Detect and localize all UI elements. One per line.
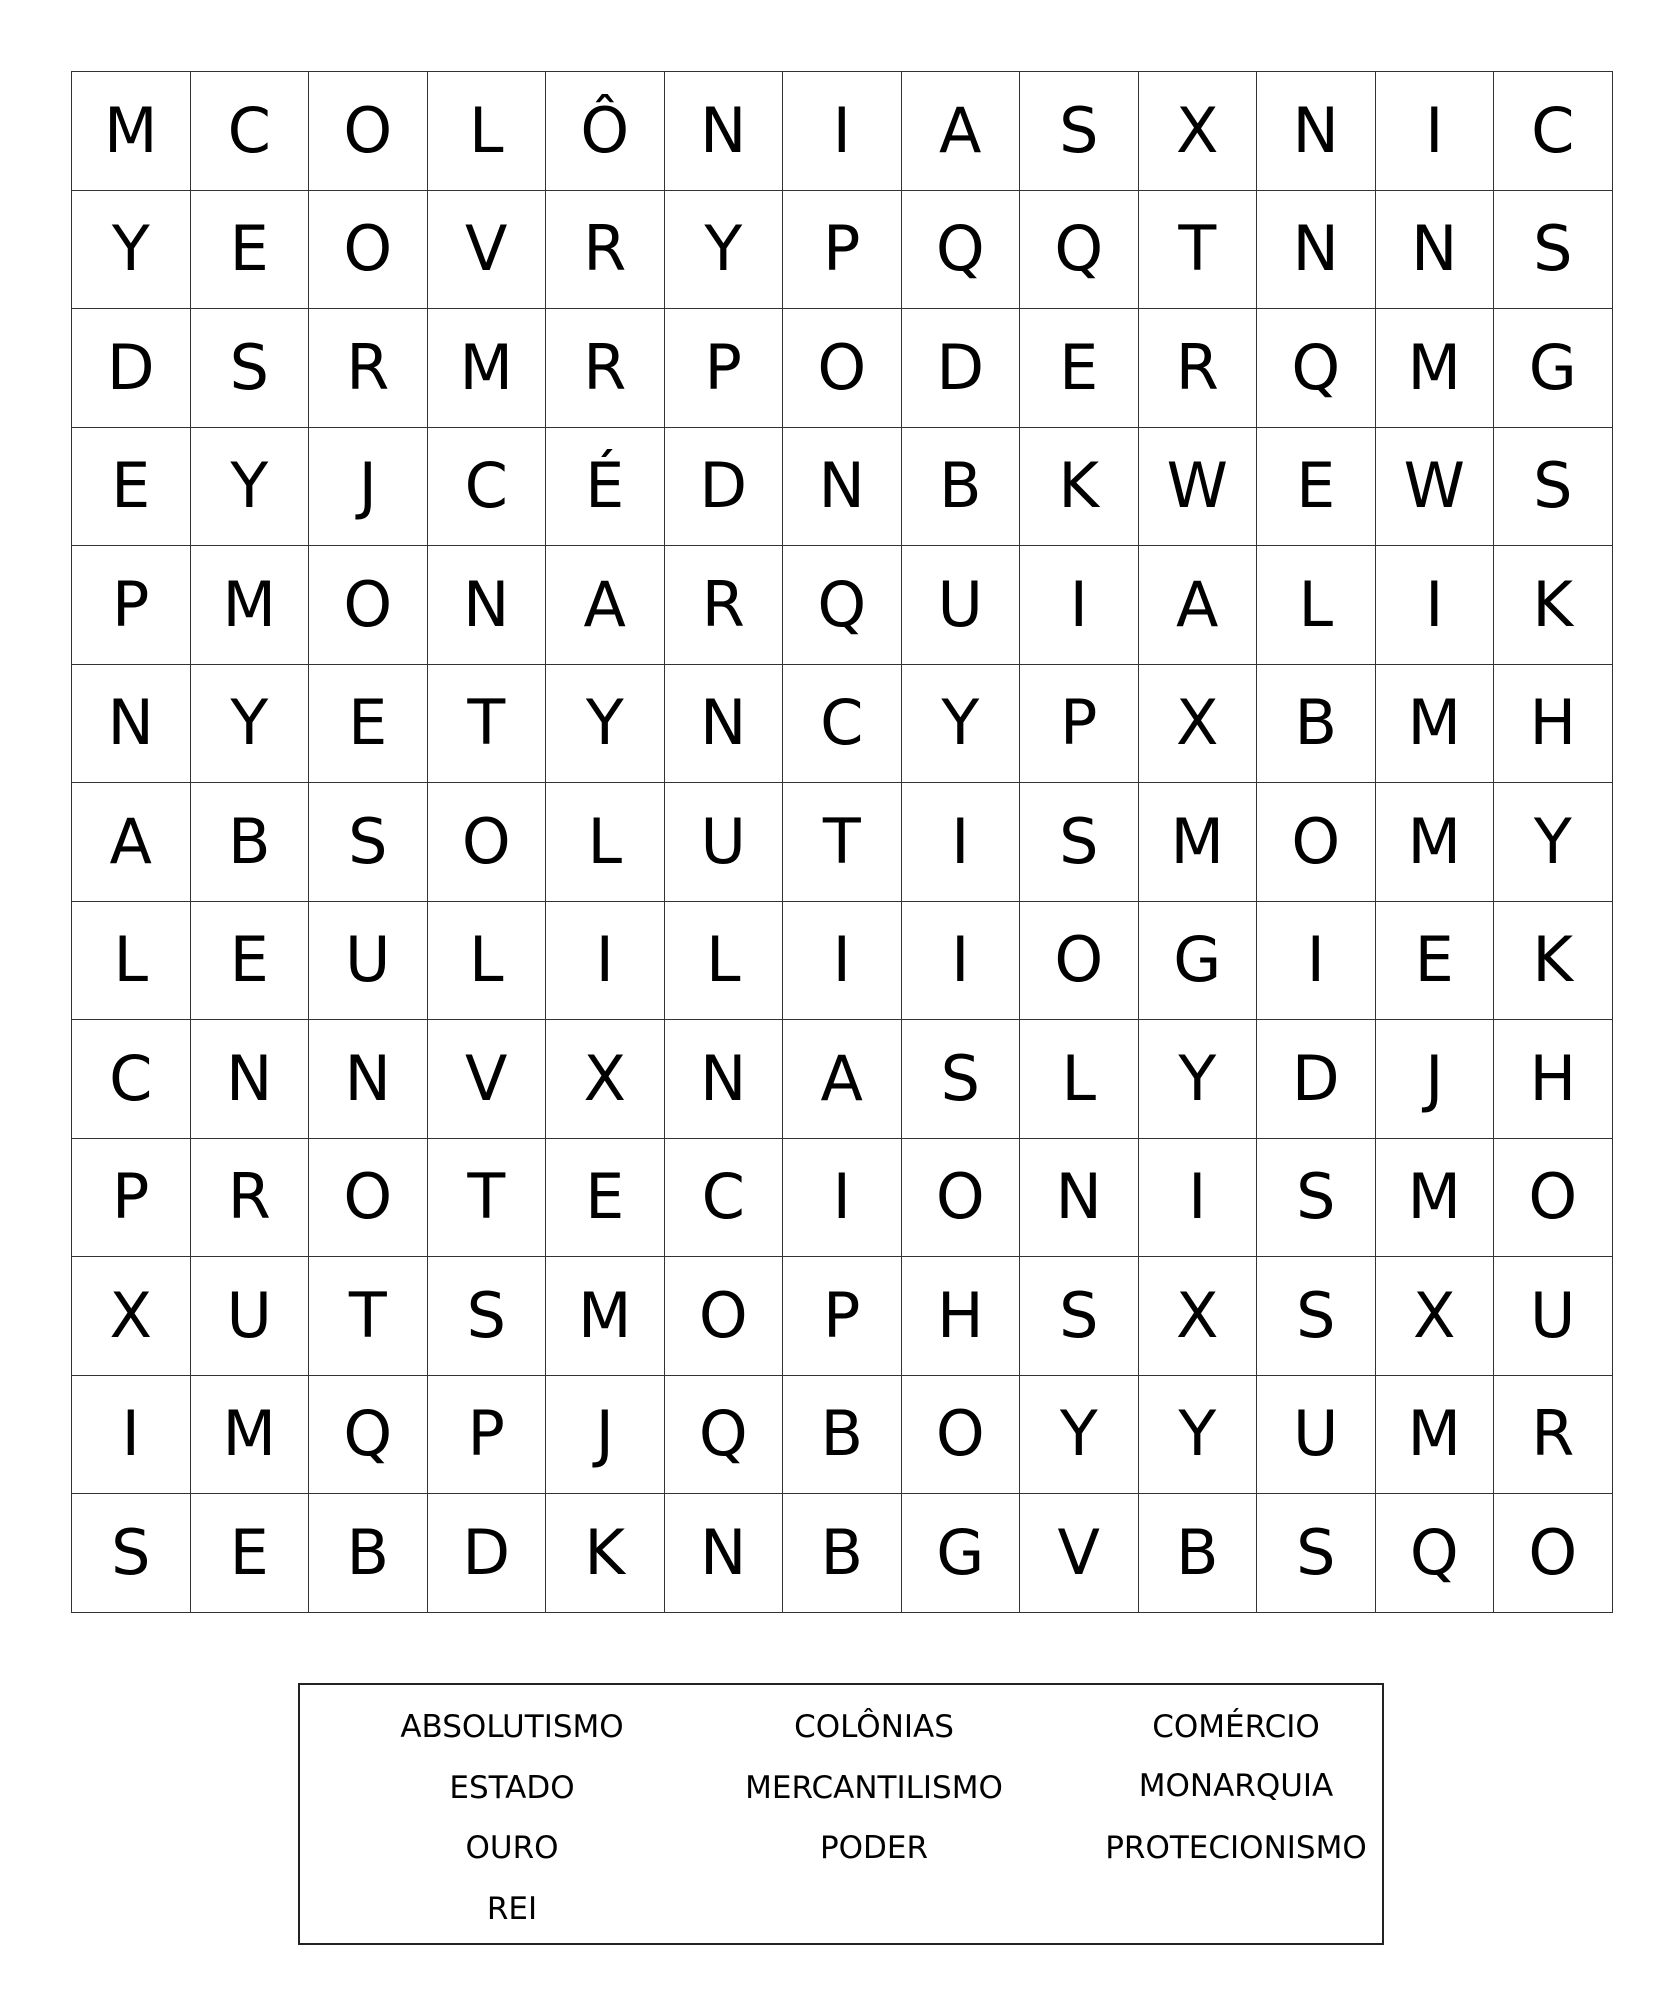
grid-cell[interactable]: É	[546, 428, 665, 547]
grid-cell[interactable]: I	[1020, 546, 1139, 665]
grid-cell[interactable]: C	[665, 1139, 784, 1258]
grid-cell[interactable]: N	[1257, 191, 1376, 310]
grid-cell[interactable]: B	[902, 428, 1021, 547]
grid-cell[interactable]: O	[783, 309, 902, 428]
grid-cell[interactable]: L	[1020, 1020, 1139, 1139]
word-list-item: MERCANTILISMO	[745, 1770, 1003, 1806]
grid-cell[interactable]: T	[428, 665, 547, 784]
word-list-item: MONARQUIA	[1138, 1768, 1334, 1804]
grid-cell[interactable]: Y	[191, 428, 310, 547]
grid-cell[interactable]: Q	[309, 1376, 428, 1495]
grid-cell[interactable]: I	[902, 783, 1021, 902]
grid-cell[interactable]: I	[1257, 902, 1376, 1021]
grid-cell[interactable]: P	[1020, 665, 1139, 784]
grid-cell[interactable]: I	[783, 1139, 902, 1258]
grid-cell[interactable]: N	[72, 665, 191, 784]
grid-cell[interactable]: Y	[1139, 1020, 1258, 1139]
grid-cell[interactable]: A	[1139, 546, 1258, 665]
grid-cell[interactable]: Q	[1376, 1494, 1495, 1613]
grid-cell[interactable]: Q	[902, 191, 1021, 310]
grid-cell[interactable]: S	[1257, 1257, 1376, 1376]
word-list-item: OURO	[465, 1830, 559, 1866]
grid-cell[interactable]: T	[428, 1139, 547, 1258]
grid-cell[interactable]: X	[1139, 665, 1258, 784]
grid-cell[interactable]: E	[191, 1494, 310, 1613]
grid-cell[interactable]: P	[72, 1139, 191, 1258]
grid-cell[interactable]: Ô	[546, 72, 665, 191]
grid-cell[interactable]: L	[546, 783, 665, 902]
grid-cell[interactable]: U	[1257, 1376, 1376, 1495]
grid-cell[interactable]: I	[1376, 546, 1495, 665]
grid-cell[interactable]: R	[665, 546, 784, 665]
grid-cell[interactable]: E	[546, 1139, 665, 1258]
grid-cell[interactable]: U	[665, 783, 784, 902]
grid-cell[interactable]: B	[783, 1494, 902, 1613]
grid-cell[interactable]: Y	[191, 665, 310, 784]
grid-cell[interactable]: A	[783, 1020, 902, 1139]
grid-cell[interactable]: D	[72, 309, 191, 428]
grid-cell[interactable]: I	[783, 902, 902, 1021]
grid-cell[interactable]: O	[902, 1139, 1021, 1258]
grid-cell[interactable]: N	[665, 72, 784, 191]
grid-cell[interactable]: O	[309, 546, 428, 665]
word-list-item: PODER	[819, 1830, 929, 1866]
grid-cell[interactable]: Y	[1020, 1376, 1139, 1495]
grid-cell[interactable]: I	[902, 902, 1021, 1021]
grid-cell[interactable]: P	[783, 191, 902, 310]
word-list-item: COLÔNIAS	[794, 1709, 954, 1745]
grid-cell[interactable]: P	[783, 1257, 902, 1376]
grid-cell[interactable]: O	[1257, 783, 1376, 902]
grid-cell[interactable]: Q	[665, 1376, 784, 1495]
grid-cell[interactable]: Y	[1139, 1376, 1258, 1495]
grid-cell[interactable]: S	[1020, 72, 1139, 191]
grid-cell[interactable]: I	[783, 72, 902, 191]
grid-cell[interactable]: L	[72, 902, 191, 1021]
grid-cell[interactable]: E	[1376, 902, 1495, 1021]
grid-cell[interactable]: M	[72, 72, 191, 191]
word-list-item: PROTECIONISMO	[1105, 1830, 1367, 1866]
grid-cell[interactable]: Q	[783, 546, 902, 665]
grid-cell[interactable]: B	[191, 783, 310, 902]
grid-cell[interactable]: S	[902, 1020, 1021, 1139]
grid-cell[interactable]: P	[428, 1376, 547, 1495]
grid-cell[interactable]: S	[1257, 1494, 1376, 1613]
grid-cell[interactable]: X	[72, 1257, 191, 1376]
grid-cell[interactable]: R	[191, 1139, 310, 1258]
grid-cell[interactable]: T	[309, 1257, 428, 1376]
grid-cell[interactable]: D	[428, 1494, 547, 1613]
grid-cell[interactable]: W	[1376, 428, 1495, 547]
grid-cell[interactable]: B	[1139, 1494, 1258, 1613]
grid-cell[interactable]: X	[546, 1020, 665, 1139]
grid-cell[interactable]: T	[1139, 191, 1258, 310]
word-list-item: REI	[486, 1891, 538, 1927]
grid-cell[interactable]: J	[309, 428, 428, 547]
grid-cell[interactable]: X	[1376, 1257, 1495, 1376]
grid-cell[interactable]: R	[1139, 309, 1258, 428]
grid-cell[interactable]: G	[1139, 902, 1258, 1021]
grid-cell[interactable]: O	[309, 72, 428, 191]
grid-cell[interactable]: E	[191, 902, 310, 1021]
grid-cell[interactable]: M	[1376, 1139, 1495, 1258]
grid-cell[interactable]: M	[428, 309, 547, 428]
grid-cell[interactable]: O	[1020, 902, 1139, 1021]
grid-cell[interactable]: X	[1139, 72, 1258, 191]
grid-cell[interactable]: N	[191, 1020, 310, 1139]
grid-cell[interactable]: K	[1020, 428, 1139, 547]
grid-cell[interactable]: N	[309, 1020, 428, 1139]
grid-cell[interactable]: S	[1020, 783, 1139, 902]
grid-cell[interactable]: I	[1376, 72, 1495, 191]
grid-cell[interactable]: O	[1494, 1494, 1613, 1613]
grid-cell[interactable]: Y	[665, 191, 784, 310]
letter-grid	[71, 71, 1613, 1613]
grid-cell[interactable]: S	[1494, 428, 1613, 547]
grid-cell[interactable]: I	[546, 902, 665, 1021]
grid-cell[interactable]: Q	[1257, 309, 1376, 428]
grid-cell[interactable]: O	[665, 1257, 784, 1376]
grid-cell[interactable]: E	[1020, 309, 1139, 428]
grid-cell[interactable]: L	[428, 902, 547, 1021]
grid-cell[interactable]: H	[1494, 1020, 1613, 1139]
grid-cell[interactable]: N	[665, 1494, 784, 1613]
grid-cell[interactable]: S	[1257, 1139, 1376, 1258]
grid-cell[interactable]: A	[546, 546, 665, 665]
grid-cell[interactable]: C	[783, 665, 902, 784]
grid-cell[interactable]: Y	[902, 665, 1021, 784]
grid-cell[interactable]: N	[665, 1020, 784, 1139]
grid-cell[interactable]: K	[1494, 902, 1613, 1021]
word-list-item: ABSOLUTISMO	[400, 1709, 624, 1745]
grid-cell[interactable]: Y	[1494, 783, 1613, 902]
grid-cell[interactable]: S	[191, 309, 310, 428]
grid-cell[interactable]: G	[902, 1494, 1021, 1613]
grid-cell[interactable]: N	[1257, 72, 1376, 191]
grid-cell[interactable]: A	[902, 72, 1021, 191]
grid-cell[interactable]: S	[309, 783, 428, 902]
grid-cell[interactable]: R	[309, 309, 428, 428]
grid-cell[interactable]: I	[72, 1376, 191, 1495]
grid-cell[interactable]: S	[1020, 1257, 1139, 1376]
grid-cell[interactable]: P	[665, 309, 784, 428]
grid-cell[interactable]: V	[428, 1020, 547, 1139]
word-list	[298, 1683, 1384, 1945]
grid-cell[interactable]: N	[1376, 191, 1495, 310]
grid-cell[interactable]: Y	[546, 665, 665, 784]
grid-cell[interactable]: M	[546, 1257, 665, 1376]
grid-cell[interactable]: O	[309, 191, 428, 310]
grid-cell[interactable]: U	[191, 1257, 310, 1376]
grid-cell[interactable]: V	[428, 191, 547, 310]
grid-cell[interactable]: R	[546, 309, 665, 428]
grid-cell[interactable]: K	[1494, 546, 1613, 665]
grid-cell[interactable]: R	[1494, 1376, 1613, 1495]
grid-cell[interactable]: M	[1139, 783, 1258, 902]
word-list-item: ESTADO	[449, 1770, 575, 1806]
grid-cell[interactable]: D	[665, 428, 784, 547]
grid-cell[interactable]: C	[191, 72, 310, 191]
grid-cell[interactable]: C	[1494, 72, 1613, 191]
grid-cell[interactable]: V	[1020, 1494, 1139, 1613]
grid-cell[interactable]: S	[428, 1257, 547, 1376]
grid-cell[interactable]: O	[1494, 1139, 1613, 1258]
grid-cell[interactable]: G	[1494, 309, 1613, 428]
grid-cell[interactable]: M	[1376, 783, 1495, 902]
grid-cell[interactable]: M	[1376, 309, 1495, 428]
grid-cell[interactable]: T	[783, 783, 902, 902]
grid-cell[interactable]: K	[546, 1494, 665, 1613]
grid-cell[interactable]: M	[1376, 665, 1495, 784]
grid-cell[interactable]: D	[902, 309, 1021, 428]
grid-cell[interactable]: N	[665, 665, 784, 784]
grid-cell[interactable]: D	[1257, 1020, 1376, 1139]
grid-cell[interactable]: N	[783, 428, 902, 547]
grid-cell[interactable]: M	[191, 1376, 310, 1495]
grid-cell[interactable]: L	[428, 72, 547, 191]
grid-cell[interactable]: H	[902, 1257, 1021, 1376]
grid-cell[interactable]: M	[1376, 1376, 1495, 1495]
grid-cell[interactable]: A	[72, 783, 191, 902]
grid-cell[interactable]: C	[428, 428, 547, 547]
grid-cell[interactable]: U	[309, 902, 428, 1021]
grid-cell[interactable]: N	[1020, 1139, 1139, 1258]
grid-cell[interactable]: O	[902, 1376, 1021, 1495]
grid-cell[interactable]: E	[1257, 428, 1376, 547]
grid-cell[interactable]: O	[428, 783, 547, 902]
grid-cell[interactable]: Q	[1020, 191, 1139, 310]
grid-cell[interactable]: W	[1139, 428, 1258, 547]
grid-cell[interactable]: R	[546, 191, 665, 310]
grid-cell[interactable]: U	[1494, 1257, 1613, 1376]
grid-cell[interactable]: S	[1494, 191, 1613, 310]
grid-cell[interactable]: E	[191, 191, 310, 310]
grid-cell[interactable]: O	[309, 1139, 428, 1258]
grid-cell[interactable]: B	[783, 1376, 902, 1495]
grid-cell[interactable]: H	[1494, 665, 1613, 784]
grid-cell[interactable]: J	[1376, 1020, 1495, 1139]
grid-cell[interactable]: B	[1257, 665, 1376, 784]
grid-cell[interactable]: Y	[72, 191, 191, 310]
grid-cell[interactable]: S	[72, 1494, 191, 1613]
grid-cell[interactable]: E	[72, 428, 191, 547]
grid-cell[interactable]: M	[191, 546, 310, 665]
grid-cell[interactable]: I	[1139, 1139, 1258, 1258]
grid-cell[interactable]: X	[1139, 1257, 1258, 1376]
grid-cell[interactable]: L	[1257, 546, 1376, 665]
grid-cell[interactable]: E	[309, 665, 428, 784]
grid-cell[interactable]: P	[72, 546, 191, 665]
grid-cell[interactable]: B	[309, 1494, 428, 1613]
grid-cell[interactable]: L	[665, 902, 784, 1021]
grid-cell[interactable]: J	[546, 1376, 665, 1495]
grid-cell[interactable]: N	[428, 546, 547, 665]
grid-cell[interactable]: C	[72, 1020, 191, 1139]
grid-cell[interactable]: U	[902, 546, 1021, 665]
word-list-item: COMÉRCIO	[1152, 1709, 1320, 1745]
